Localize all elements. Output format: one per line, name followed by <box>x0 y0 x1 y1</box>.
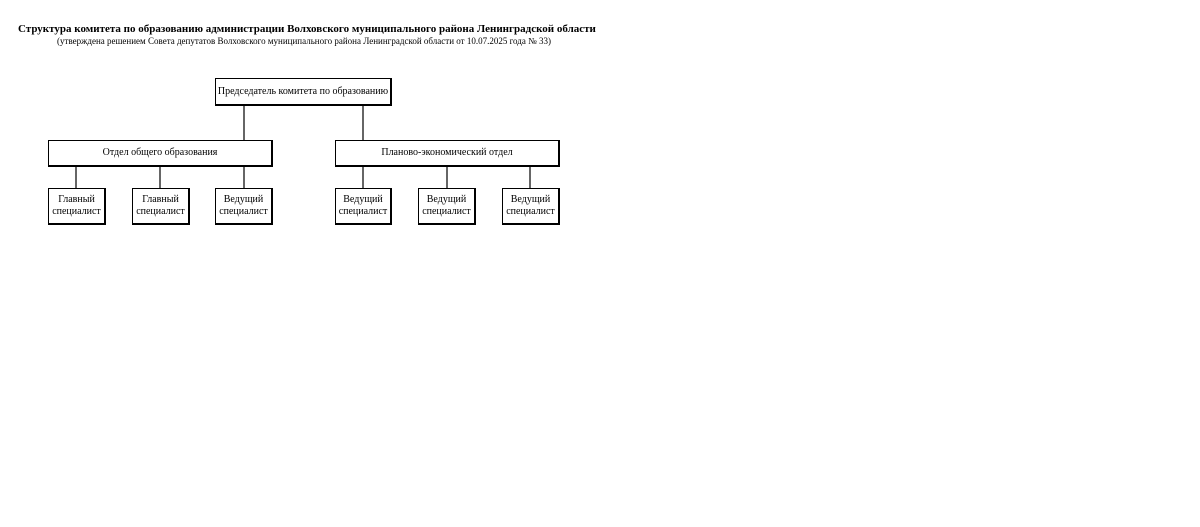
department-label: Отдел общего образования <box>102 147 218 158</box>
position-label: Главный специалист <box>136 194 185 217</box>
document-subtitle: (утверждена решением Совета депутатов Волховского муниципального района Ленинградской области от 10.07.2025 года № 33) <box>57 36 551 46</box>
position-label: Ведущий специалист <box>338 194 388 217</box>
position-box <box>132 188 190 225</box>
position-label: Ведущий специалист <box>422 194 471 217</box>
position-box <box>48 188 106 225</box>
chairman-label: Председатель комитета по образованию <box>217 85 389 97</box>
position-box <box>418 188 476 225</box>
department-box-general-education <box>48 140 273 167</box>
position-box <box>502 188 560 225</box>
position-label: Ведущий специалист <box>219 194 268 217</box>
position-label: Главный специалист <box>52 194 101 217</box>
department-label: Планово-экономический отдел <box>381 147 513 158</box>
position-box <box>335 188 392 225</box>
position-box <box>215 188 273 225</box>
document-title: Структура комитета по образованию администрации Волховского муниципального района Ленинградской области <box>18 23 596 35</box>
position-label: Ведущий специалист <box>506 194 555 217</box>
chairman-box <box>215 78 392 106</box>
department-box-planning-economic <box>335 140 560 167</box>
